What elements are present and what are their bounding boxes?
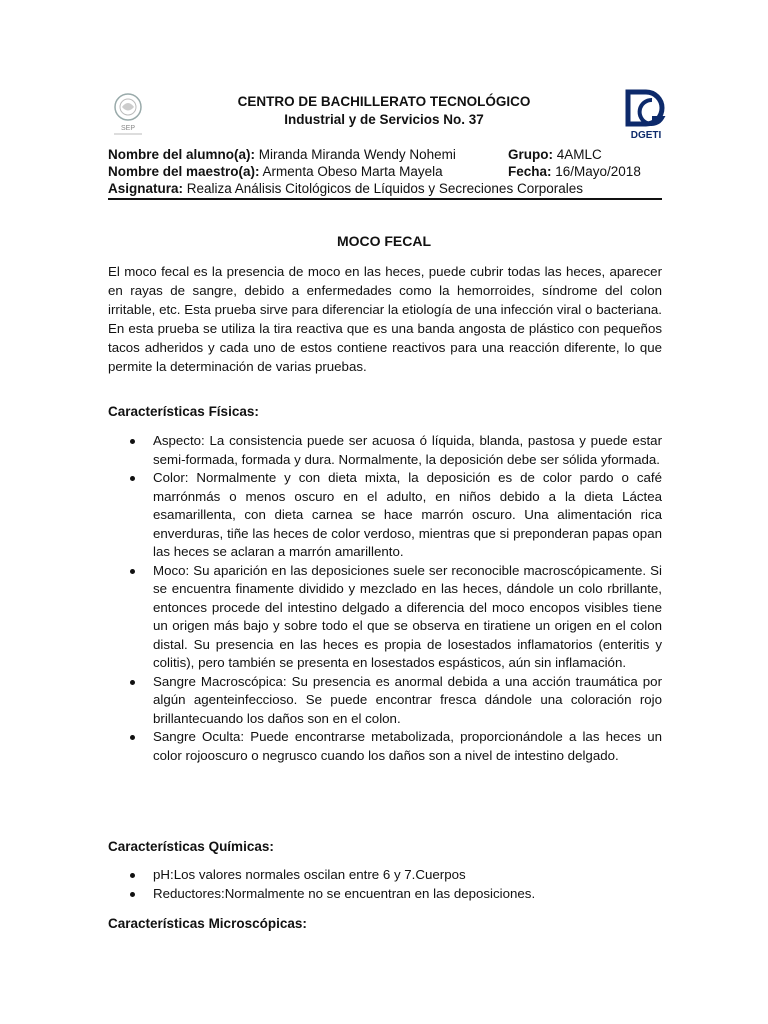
list-item: Reductores:Normalmente no se encuentran en las deposiciones.: [108, 885, 662, 904]
bullet-icon: [130, 439, 135, 444]
intro-paragraph: El moco fecal es la presencia de moco en las heces, puede cubrir todas las heces, aparecer en rayas de sangre, debido a enfermedades como la hemorroides, síndrome del colon irritable, etc. Esta prueba sirve para diferenciar la etiología de una infección viral o bacteriana. En esta prueba se utiliza la tira reactiva que es una banda angosta de plástico con pequeños tacos adheridos y cada uno de estos contiene reactivos para una reacción diferente, lo que permite la determinación de varias pruebas.: [108, 264, 662, 374]
list-item: Sangre Oculta: Puede encontrarse metabolizada, proporcionándole a las heces un color rojooscuro o negrusco cuando los daños son a nivel de intestino delgado.: [108, 728, 662, 765]
date-value: 16/Mayo/2018: [551, 164, 641, 179]
bullet-icon: [130, 873, 135, 878]
student-row: [108, 147, 456, 162]
subject-row: [108, 181, 583, 196]
teacher-label: Nombre del maestro(a):: [108, 164, 260, 179]
svg-text:DGETI: DGETI: [630, 130, 662, 141]
list-item: Aspecto: La consistencia puede ser acuosa ó líquida, blanda, pastosa y puede estar semi-formada, formada y dura. Normalmente, la deposición debe ser sólida yformada.: [108, 432, 662, 469]
student-name: Miranda Miranda Wendy Nohemi: [255, 147, 456, 162]
subject-label: Asignatura:: [108, 181, 184, 196]
list-item: Sangre Macroscópica: Su presencia es anormal debida a una acción traumática por algún agenteinfeccioso. Se puede encontrar fresca dándole una coloración rojo brillantecuando los daños son en el colon.: [108, 673, 662, 729]
microscopic-characteristics-heading: Características Microscópicas:: [108, 916, 307, 931]
group-row: [508, 147, 602, 162]
group-label: Grupo:: [508, 147, 553, 162]
teacher-row: [108, 164, 443, 179]
bullet-icon: [130, 735, 135, 740]
physical-characteristics-list: [108, 432, 662, 765]
bullet-icon: [130, 476, 135, 481]
list-item: Color: Normalmente y con dieta mixta, la deposición es de color pardo o café marrónmás o menos oscuro en el adulto, en niños debido a la dieta Láctea esamarillenta, con dieta carnea se hace marrón oscuro. Una alimentación rica enverduras, tiñe las heces de color verdoso, mientras que si preponderan papas opan las heces se aclaran a marrón amarillento.: [108, 469, 662, 562]
subject-value: Realiza Análisis Citológicos de Líquidos y Secreciones Corporales: [183, 181, 583, 196]
svg-text:SEP: SEP: [120, 125, 136, 132]
physical-characteristics-heading: Características Físicas:: [108, 404, 259, 419]
teacher-name: Armenta Obeso Marta Mayela: [259, 164, 443, 179]
date-label: Fecha:: [508, 164, 552, 179]
bullet-icon: [130, 680, 135, 685]
bullet-icon: [130, 569, 135, 574]
student-label: Nombre del alumno(a):: [108, 147, 256, 162]
date-row: [508, 164, 641, 179]
chemical-characteristics-list: [108, 866, 662, 903]
header-divider: [108, 198, 662, 200]
group-value: 4AMLC: [553, 147, 602, 162]
bullet-icon: [130, 892, 135, 897]
list-item: pH:Los valores normales oscilan entre 6 y 7.Cuerpos: [108, 866, 662, 885]
institution-subtitle: Industrial y de Servicios No. 37: [284, 112, 484, 127]
institution-name: CENTRO DE BACHILLERATO TECNOLÓGICO: [237, 94, 531, 109]
list-item: Moco: Su aparición en las deposiciones suele ser reconocible macroscópicamente. Si se encuentra finamente dividido y mezclado en las heces, dándole un colo rbrillante, entonces procede del intestino delgado a diferencia del moco encopos visibles tiene un origen más bajo y sobre todo el que se observa en tiratiene un origen en el colon distal. Su presencia en las heces es propia de losestados inflamatorios (enteritis y colitis), pero también se presenta en losestados espásticos, aún sin inflamación.: [108, 562, 662, 673]
chemical-characteristics-heading: Características Químicas:: [108, 839, 274, 854]
document-title: MOCO FECAL: [336, 233, 432, 249]
